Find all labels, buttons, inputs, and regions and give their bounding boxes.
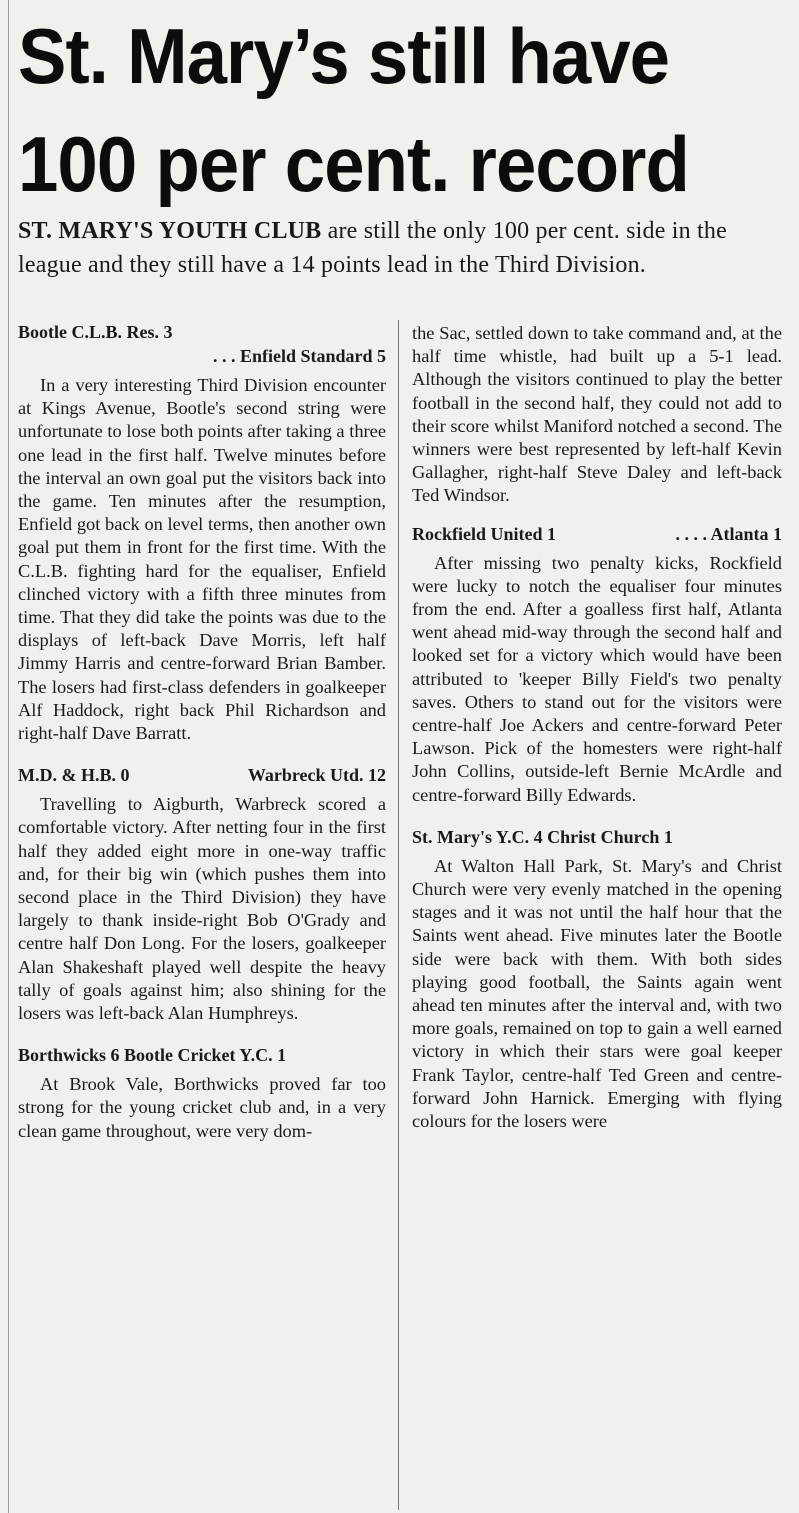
- result-away: . . . . Atlanta 1: [675, 523, 782, 544]
- match-result: [412, 522, 782, 546]
- intro-paragraph: [18, 214, 786, 282]
- match-report: After missing two penalty kicks, Rockfield were lucky to notch the equaliser four minutes from the end. After a goalless first half, Atlanta went ahead mid-way through the second half and looked set for a victory which would have been attributed to 'keeper Billy Field's two penalty saves. Others to stand out for the visitors were centre-half Joe Ackers and centre-forward Peter Lawson. Pick of the homesters were right-half John Collins, outside-left Bernie McArdle and centre-forward Billy Edwards.: [412, 552, 782, 805]
- column-rule: [398, 320, 399, 1510]
- intro-lead: ST. MARY'S YOUTH CLUB: [18, 218, 322, 244]
- result-home: Bootle C.L.B. Res. 3: [18, 322, 173, 342]
- result-home: Rockfield United 1: [412, 523, 556, 544]
- column-right: [412, 322, 782, 1133]
- column-left: [18, 320, 386, 1143]
- match-report-continued: the Sac, settled down to take command and, at the half time whistle, had built up a 5-1 lead. Although the visitors continued to play the better football in the second half, they could not add to their score whilst Maniford notched a second. The winners were best represented by left-half Kevin Gallagher, right-half Steve Daley and left-back Ted Windsor.: [412, 323, 782, 506]
- match-result: [18, 763, 386, 787]
- match-report: At Walton Hall Park, St. Mary's and Christ Church were very evenly matched in the opening stages and it was not until the half hour that the Saints went ahead. Five minutes later the Bootle side were back with them. With both sides playing good football, the Saints again went ahead ten minutes after the interval and, with two more goals, remained on top to gain a well earned victory in which their stars were goal keeper Frank Taylor, centre-half Ted Green and centre-forward John Harnick. Emerging with flying colours for the losers were: [412, 855, 782, 1132]
- match-result: St. Mary's Y.C. 4 Christ Church 1: [412, 826, 673, 847]
- match-result: [18, 320, 386, 368]
- match-report: Travelling to Aigburth, Warbreck scored a comfortable victory. After netting four in the first half they added eight more in one-way traffic and, for their big win (which pushes them into second place in the Third Division) they have largely to thank inside-right Bob O'Grady and centre half Don Long. For the losers, goalkeeper Alan Shakeshaft played well despite the heavy tally of goals against him; also shining for the losers was left-back Alan Humphreys.: [18, 794, 386, 1024]
- match-result: Borthwicks 6 Bootle Cricket Y.C. 1: [18, 1045, 287, 1066]
- result-away: . . . Enfield Standard 5: [212, 346, 386, 366]
- headline: [18, 2, 734, 218]
- match-report: At Brook Vale, Borthwicks proved far too strong for the young cricket club and, in a very clean game throughout, were very dom-: [18, 1074, 386, 1141]
- page-edge: [0, 0, 9, 1513]
- match-report: In a very interesting Third Division encounter at Kings Avenue, Bootle's second string were unfortunate to lose both points after taking a three one lead in the first half. Twelve minutes before the interval an own goal put the visitors back into the game. Ten minutes after the resumption, Enfield got back on level terms, then another own goal put them in front for the first time. With the C.L.B. fighting hard for the equaliser, Enfield clinched victory with a fifth three minutes from time. That they did take the points was due to the displays of left-back Dave Morris, left half Jimmy Harris and centre-forward Brian Bamber. The losers had first-class defenders in goalkeeper Alf Haddock, right back Phil Richardson and right-half Dave Barratt.: [18, 375, 386, 744]
- result-home: M.D. & H.B. 0: [18, 765, 130, 786]
- headline-line-2: 100 per cent. record: [18, 120, 689, 208]
- headline-line-1: St. Mary’s still have: [18, 12, 670, 100]
- result-away: Warbreck Utd. 12: [247, 765, 386, 786]
- intro-rest: are still the only 100 per cent. side in the league and they still have a 14 points lead in the Third Division.: [18, 218, 727, 278]
